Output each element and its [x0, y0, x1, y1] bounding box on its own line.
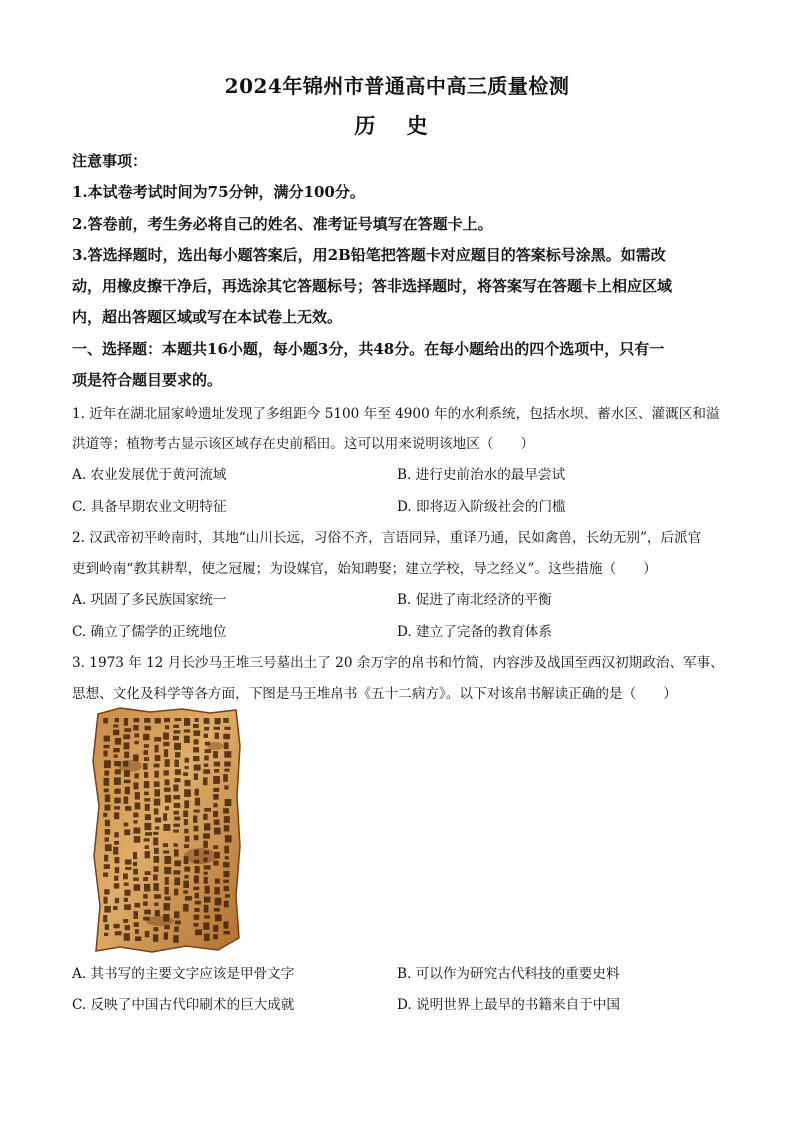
- question-3-option-a: A. 其书写的主要文字应该是甲骨文字: [72, 966, 295, 982]
- question-3-line-1: 3. 1973 年 12 月长沙马王堆三号墓出土了 20 余万字的帛书和竹简，内容涉及战国至西汉初期政治、军事、: [72, 655, 724, 671]
- notice-line-4: 动，用橡皮擦干净后，再选涂其它答题标号；答非选择题时，将答案写在答题卡上相应区域: [72, 277, 673, 295]
- question-2-line-2: 吏到岭南“教其耕犁，使之冠履；为设媒官，始知聘娶；建立学校，导之经义”。这些措施（ ）: [72, 561, 657, 577]
- question-3-option-b: B. 可以作为研究古代科技的重要史料: [397, 966, 620, 982]
- notice-line-1: 1.本试卷考试时间为75分钟，满分100分。: [72, 183, 365, 201]
- notice-line-5: 内，超出答题区域或写在本试卷上无效。: [72, 308, 343, 326]
- question-2-option-b: B. 促进了南北经济的平衡: [397, 592, 552, 608]
- question-2-option-a: A. 巩固了多民族国家统一: [72, 592, 227, 608]
- question-3-option-c: C. 反映了中国古代印刷术的巨大成就: [72, 997, 295, 1013]
- question-1-option-a: A. 农业发展优于黄河流域: [72, 467, 227, 483]
- question-2-line-1: 2. 汉武帝初平岭南时，其地“山川长远，习俗不齐，言语同异，重译乃通，民如禽兽，长幼无别”，后派官: [72, 530, 702, 546]
- notice-line-2: 2.答卷前，考生务必将自己的姓名、准考证号填写在答题卡上。: [72, 215, 493, 233]
- question-2-option-d: D. 建立了完备的教育体系: [397, 624, 552, 640]
- section1-line-2: 项是符合题目要求的。: [72, 371, 223, 389]
- section1-line-1: 一、选择题：本题共16小题，每小题3分，共48分。在每小题给出的四个选项中，只有一: [72, 340, 665, 358]
- subject-title: 历 史: [354, 113, 440, 138]
- notice-heading: 注意事项：: [72, 152, 148, 170]
- notice-line-3: 3.答选择题时，选出每小题答案后，用2B铅笔把答题卡对应题目的答案标号涂黑。如需改: [72, 246, 666, 264]
- question-1-option-b: B. 进行史前治水的最早尝试: [397, 467, 566, 483]
- question-1-option-d: D. 即将迈入阶级社会的门槛: [397, 499, 566, 515]
- question-1-line-2: 洪道等；植物考古显示该区域存在史前稻田。这可以用来说明该地区（ ）: [72, 436, 535, 452]
- silk-manuscript-image: [90, 706, 242, 954]
- question-1-line-1: 1. 近年在湖北屈家岭遗址发现了多组距今 5100 年至 4900 年的水利系统，包括水坝、蓄水区、灌溉区和溢: [72, 406, 720, 422]
- question-1-option-c: C. 具备早期农业文明特征: [72, 499, 227, 515]
- question-3-line-2: 思想、文化及科学等各方面，下图是马王堆帛书《五十二病方》。以下对该帛书解读正确的是（ ）: [72, 686, 677, 702]
- question-3-option-d: D. 说明世界上最早的书籍来自于中国: [397, 997, 620, 1013]
- question-2-option-c: C. 确立了儒学的正统地位: [72, 624, 227, 640]
- silk-manuscript-illustration: [90, 706, 242, 954]
- exam-title: 2024年锦州市普通高中高三质量检测: [224, 74, 570, 98]
